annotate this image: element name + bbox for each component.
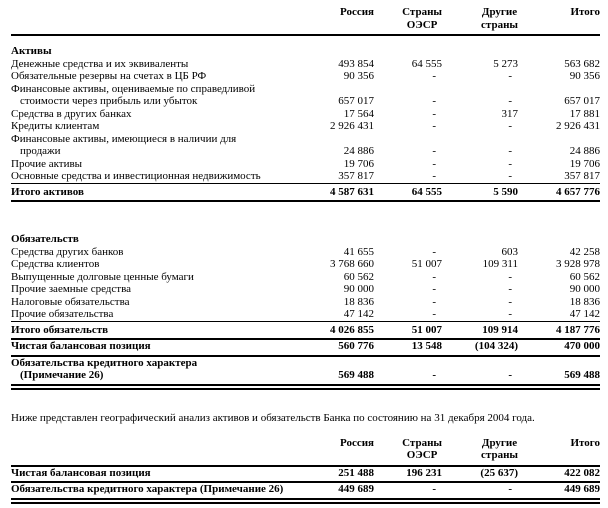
row-label-line: Финансовые активы, имеющиеся в наличии для bbox=[11, 132, 237, 145]
table-row bbox=[11, 183, 600, 203]
row-label-line: Прочие обязательства bbox=[11, 308, 114, 320]
row-label bbox=[11, 83, 294, 108]
value-cell: 449 689 bbox=[294, 483, 374, 504]
row-label-line: Итого активов bbox=[11, 185, 84, 198]
column-header-label bbox=[402, 6, 442, 31]
value-cell: - bbox=[508, 120, 512, 132]
row-label-line: Обязательств bbox=[11, 233, 79, 245]
header-spacer-cell bbox=[11, 6, 294, 36]
value-cell: 317 bbox=[501, 107, 518, 120]
table-row bbox=[11, 296, 600, 309]
value-cell: 90 356 bbox=[343, 70, 374, 82]
column-header-4 bbox=[518, 437, 600, 467]
row-label-line-2: (Примечание 26) bbox=[20, 369, 104, 381]
value-cell: 47 142 bbox=[569, 308, 600, 320]
value-cell: - bbox=[432, 107, 436, 120]
row-label bbox=[11, 258, 294, 271]
value-cell bbox=[518, 36, 600, 58]
column-header-1 bbox=[294, 437, 374, 467]
table-row bbox=[11, 483, 600, 504]
table-row bbox=[11, 70, 600, 83]
column-header-2 bbox=[374, 437, 442, 467]
value-cell: 90 000 bbox=[343, 283, 374, 295]
value-cell bbox=[294, 224, 374, 246]
value-cell bbox=[518, 224, 600, 246]
column-header-line: Россия bbox=[340, 436, 374, 449]
column-header-label bbox=[570, 437, 600, 450]
table-row bbox=[11, 321, 600, 341]
value-cell: - bbox=[508, 308, 512, 320]
column-header-label bbox=[481, 6, 518, 31]
row-label bbox=[11, 340, 294, 357]
row-label bbox=[11, 170, 294, 183]
value-cell: - bbox=[508, 95, 512, 107]
geo-analysis-2005-table bbox=[11, 6, 600, 390]
value-cell bbox=[374, 224, 442, 246]
row-label bbox=[11, 158, 294, 171]
row-label-line: Средства клиентов bbox=[11, 258, 100, 270]
value-cell: - bbox=[508, 283, 512, 295]
row-label-line: Средства в других банках bbox=[11, 107, 132, 120]
row-label-line: Кредиты клиентам bbox=[11, 120, 100, 132]
value-cell: 47 142 bbox=[343, 308, 374, 320]
value-cell: 18 836 bbox=[343, 295, 374, 308]
value-cell: - bbox=[432, 170, 436, 182]
value-cell: 109 914 bbox=[442, 321, 518, 341]
value-cell: 4 587 631 bbox=[294, 183, 374, 203]
row-label bbox=[11, 246, 294, 259]
value-cell: 19 706 bbox=[569, 157, 600, 170]
value-cell: 196 231 bbox=[374, 467, 442, 484]
value-cell: (104 324) bbox=[442, 340, 518, 357]
value-cell: - bbox=[442, 483, 518, 504]
row-label bbox=[11, 183, 294, 203]
note-text: Ниже представлен географический анализ активов и обязательств Банка по состоянию на 31 декабря 2004 года. bbox=[11, 411, 535, 424]
value-cell: (25 637) bbox=[442, 467, 518, 484]
value-cell: 449 689 bbox=[518, 483, 600, 504]
row-label bbox=[11, 296, 294, 309]
spacer-cell bbox=[11, 202, 294, 224]
row-label bbox=[11, 308, 294, 321]
row-label-line-2: продажи bbox=[20, 145, 61, 157]
section-row bbox=[11, 224, 600, 246]
row-label bbox=[11, 357, 294, 390]
column-header-label bbox=[481, 437, 518, 462]
table-row bbox=[11, 246, 600, 259]
row-label-line: Обязательства кредитного характера bbox=[11, 356, 198, 369]
value-cell: 4 187 776 bbox=[518, 321, 600, 341]
value-cell: 4 657 776 bbox=[518, 183, 600, 203]
value-cell: - bbox=[432, 295, 436, 308]
table-row bbox=[11, 170, 600, 183]
value-cell: - bbox=[432, 70, 436, 82]
value-cell: - bbox=[432, 145, 436, 157]
value-cell: 64 555 bbox=[374, 183, 442, 203]
value-cell: 51 007 bbox=[411, 258, 442, 270]
column-header-line: Страны bbox=[402, 6, 442, 18]
row-label-line: Денежные средства и их эквиваленты bbox=[11, 57, 189, 70]
value-cell: - bbox=[508, 170, 512, 182]
column-header-line: Другие bbox=[481, 436, 518, 449]
column-header-line: ОЭСР bbox=[406, 18, 438, 31]
column-header-line: Страны bbox=[402, 436, 442, 449]
value-cell: 51 007 bbox=[374, 321, 442, 341]
value-cell: 17 564 bbox=[343, 107, 374, 120]
value-cell: 560 776 bbox=[294, 340, 374, 357]
row-label-line: Чистая балансовая позиция bbox=[11, 340, 151, 352]
column-header-3 bbox=[442, 6, 518, 36]
spacer-row bbox=[11, 202, 600, 224]
row-label-line: Средства других банков bbox=[11, 245, 124, 258]
table-row bbox=[11, 357, 600, 390]
value-cell: - bbox=[508, 70, 512, 82]
value-cell: 251 488 bbox=[294, 467, 374, 484]
column-header-3 bbox=[442, 437, 518, 467]
column-header-4 bbox=[518, 6, 600, 36]
value-cell: 90 356 bbox=[569, 70, 600, 82]
value-cell: 493 854 bbox=[338, 57, 374, 70]
table-row bbox=[11, 120, 600, 133]
value-cell: - bbox=[432, 245, 436, 258]
value-cell: 24 886 bbox=[343, 145, 374, 157]
value-cell: - bbox=[508, 270, 512, 283]
value-cell: 657 017 bbox=[338, 95, 374, 107]
value-cell: 5 590 bbox=[442, 183, 518, 203]
value-cell: 24 886 bbox=[569, 145, 600, 157]
table-row bbox=[11, 340, 600, 357]
row-label-line: Финансовые активы, оцениваемые по справедливой bbox=[11, 82, 256, 95]
row-label-line: Налоговые обязательства bbox=[11, 295, 130, 308]
row-label bbox=[11, 283, 294, 296]
value-cell: 5 273 bbox=[493, 57, 518, 70]
value-cell: 3 768 660 bbox=[330, 258, 374, 270]
table-row bbox=[11, 271, 600, 284]
row-label bbox=[11, 70, 294, 83]
row-label-line: Прочие заемные средства bbox=[11, 283, 132, 295]
value-cell bbox=[374, 36, 442, 58]
column-header-label bbox=[340, 437, 374, 450]
geo-analysis-2004-table bbox=[11, 437, 600, 504]
value-cell: 60 562 bbox=[569, 270, 600, 283]
value-cell: 60 562 bbox=[343, 270, 374, 283]
row-label-line: Активы bbox=[11, 45, 52, 57]
value-cell: 64 555 bbox=[411, 57, 442, 70]
value-cell: 470 000 bbox=[518, 340, 600, 357]
value-cell: 90 000 bbox=[569, 283, 600, 295]
column-header-label bbox=[402, 437, 442, 462]
row-label-line: Выпущенные долговые ценные бумаги bbox=[11, 270, 194, 283]
table-header-row bbox=[11, 6, 600, 36]
value-cell: 41 655 bbox=[343, 245, 374, 258]
table-row bbox=[11, 158, 600, 171]
value-cell: 42 258 bbox=[569, 245, 600, 258]
row-label bbox=[11, 483, 294, 504]
table-row bbox=[11, 108, 600, 121]
value-cell bbox=[294, 36, 374, 58]
value-cell: 2 926 431 bbox=[556, 120, 600, 132]
column-header-line: Итого bbox=[570, 436, 600, 449]
value-cell: - bbox=[432, 120, 436, 132]
value-cell: - bbox=[432, 95, 436, 107]
value-cell: - bbox=[508, 157, 512, 170]
column-header-line: страны bbox=[481, 18, 518, 31]
value-cell: 357 817 bbox=[564, 170, 600, 182]
column-header-2 bbox=[374, 6, 442, 36]
value-cell: 603 bbox=[501, 245, 518, 258]
value-cell: 17 881 bbox=[569, 107, 600, 120]
value-cell: 569 488 bbox=[518, 357, 600, 390]
value-cell: - bbox=[432, 308, 436, 320]
value-cell: 18 836 bbox=[569, 295, 600, 308]
row-label-line: Основные средства и инвестиционная недвижимость bbox=[11, 170, 261, 182]
row-label-line-2: стоимости через прибыль или убыток bbox=[20, 95, 198, 107]
row-label-line: Итого обязательств bbox=[11, 323, 109, 336]
value-cell: 657 017 bbox=[564, 95, 600, 107]
column-header-line: Другие bbox=[481, 6, 518, 18]
row-label bbox=[11, 36, 294, 58]
row-label bbox=[11, 224, 294, 246]
value-cell: - bbox=[432, 283, 436, 295]
table-row bbox=[11, 58, 600, 71]
row-label bbox=[11, 108, 294, 121]
header-spacer-cell bbox=[11, 437, 294, 467]
value-cell: - bbox=[432, 270, 436, 283]
column-header-line: Россия bbox=[340, 6, 374, 18]
column-header-line: ОЭСР bbox=[406, 449, 438, 461]
table-row bbox=[11, 258, 600, 271]
value-cell: 19 706 bbox=[343, 157, 374, 170]
table-row bbox=[11, 83, 600, 108]
table-row bbox=[11, 283, 600, 296]
row-label bbox=[11, 133, 294, 158]
table-header-row bbox=[11, 437, 600, 467]
value-cell: - bbox=[442, 357, 518, 390]
value-cell: 422 082 bbox=[518, 467, 600, 484]
row-label-line: Прочие активы bbox=[11, 157, 83, 170]
value-cell bbox=[442, 36, 518, 58]
row-label bbox=[11, 271, 294, 284]
section-row bbox=[11, 36, 600, 58]
column-header-line: Итого bbox=[570, 6, 600, 18]
value-cell: - bbox=[432, 157, 436, 170]
value-cell: - bbox=[374, 357, 442, 390]
table-row bbox=[11, 133, 600, 158]
value-cell: 563 682 bbox=[564, 57, 600, 70]
row-label-line: Чистая балансовая позиция bbox=[11, 466, 151, 479]
table-row bbox=[11, 308, 600, 321]
table-row bbox=[11, 467, 600, 484]
row-label bbox=[11, 467, 294, 484]
value-cell: 3 928 978 bbox=[556, 258, 600, 270]
column-header-1 bbox=[294, 6, 374, 36]
column-header-label bbox=[570, 6, 600, 19]
value-cell: - bbox=[374, 483, 442, 504]
value-cell: 109 311 bbox=[482, 258, 518, 270]
value-cell: 569 488 bbox=[294, 357, 374, 390]
column-header-label bbox=[340, 6, 374, 19]
value-cell: 13 548 bbox=[374, 340, 442, 357]
row-label bbox=[11, 120, 294, 133]
row-label bbox=[11, 58, 294, 71]
row-label-line: Обязательства кредитного характера (Примечание 26) bbox=[11, 483, 284, 495]
value-cell: - bbox=[508, 295, 512, 308]
value-cell bbox=[442, 224, 518, 246]
value-cell: 4 026 855 bbox=[294, 321, 374, 341]
value-cell: 2 926 431 bbox=[330, 120, 374, 132]
row-label-line: Обязательные резервы на счетах в ЦБ РФ bbox=[11, 70, 207, 82]
column-header-line: страны bbox=[481, 449, 518, 461]
value-cell: - bbox=[508, 145, 512, 157]
row-label bbox=[11, 321, 294, 341]
value-cell: 357 817 bbox=[338, 170, 374, 182]
